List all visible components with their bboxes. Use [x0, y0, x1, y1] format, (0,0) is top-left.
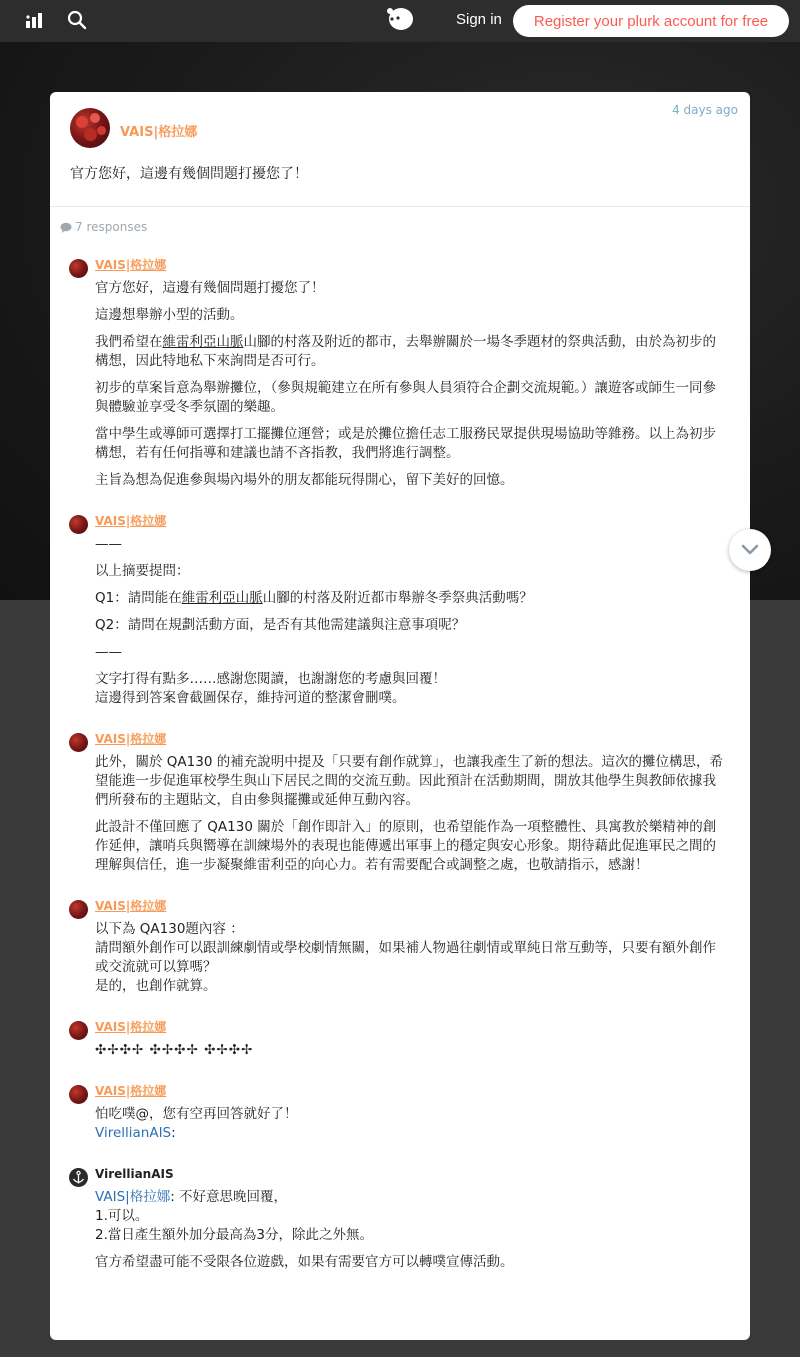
- response-text: Q2：請問在規劃活動方面，是否有其他需建議與注意事項呢？: [95, 617, 466, 633]
- sign-in-link[interactable]: Sign in: [456, 11, 502, 28]
- response-list: [50, 256, 750, 1294]
- anchor-icon: [69, 1168, 88, 1187]
- stats-icon[interactable]: [25, 11, 43, 29]
- plurk-card: [50, 92, 750, 1340]
- response-count-label: 7 responses: [75, 220, 148, 234]
- responder-name[interactable]: VirellianAIS: [95, 1167, 174, 1181]
- list-item: [50, 1082, 750, 1143]
- avatar[interactable]: [70, 108, 110, 148]
- responder-name[interactable]: VAIS|格拉娜: [95, 1084, 167, 1098]
- response-text: VAIS|格拉娜: 不好意思晚回覆， 1.可以。 2.當日產生額外加分最高為3分，除此之外無。: [95, 1189, 373, 1243]
- response-text: 此設計不僅回應了 QA130 關於「創作即計入」的原則，也希望能作為一項整體性、具寓教於樂精神的創作延伸，讓哨兵與嚮導在訓練場外的表現也能傳遞出軍事上的穩定與安心形象。期待藉此促進軍民之間的理解與信任，進一步凝聚維雷利亞的向心力。若有需要配合或調整之處，也敬請指示，感謝！: [95, 819, 717, 873]
- response-text: 這邊想舉辦小型的活動。: [95, 307, 244, 323]
- response-text: Q1：請問能在維雷利亞山脈山腳的村落及附近都市舉辦冬季祭典活動嗎？: [95, 590, 533, 606]
- response-count: [60, 220, 147, 234]
- post-content: 官方您好，這邊有幾個問題打擾您了！: [70, 166, 308, 182]
- list-item: [50, 730, 750, 875]
- scroll-down-button[interactable]: [729, 529, 771, 571]
- avatar[interactable]: [69, 515, 88, 534]
- responder-name[interactable]: VAIS|格拉娜: [95, 732, 167, 746]
- responder-name[interactable]: VAIS|格拉娜: [95, 258, 167, 272]
- responder-name[interactable]: VAIS|格拉娜: [95, 1020, 167, 1034]
- list-item: [50, 1018, 750, 1060]
- response-text: 以上摘要提問：: [95, 563, 190, 579]
- search-icon[interactable]: [67, 10, 87, 30]
- avatar[interactable]: [69, 259, 88, 278]
- mention-link[interactable]: VirellianAIS: [95, 1125, 172, 1141]
- mention-link[interactable]: VAIS|格拉娜: [95, 1189, 171, 1205]
- list-item: [50, 512, 750, 708]
- response-text: 官方您好，這邊有幾個問題打擾您了！: [95, 280, 325, 296]
- response-text: ——: [95, 644, 122, 660]
- list-item: [50, 256, 750, 490]
- plurk-logo-icon[interactable]: [383, 5, 415, 33]
- post-header: [50, 92, 750, 207]
- author-name[interactable]: VAIS|格拉娜: [120, 125, 198, 140]
- post-timestamp[interactable]: 4 days ago: [672, 103, 738, 117]
- response-text: 以下為 QA130題內容 ： 請問額外創作可以跟訓練劇情或學校劇情無關，如果補人物過往劇情或單純日常互動等，只要有額外創作或交流就可以算嗎？ 是的，也創作就算。: [95, 921, 716, 994]
- top-navigation-bar: [0, 0, 800, 42]
- place-link[interactable]: 維雷利亞山脈: [181, 590, 263, 606]
- response-text: 此外，關於 QA130 的補充說明中提及「只要有創作就算」，也讓我產生了新的想法。這次的攤位構思，希望能進一步促進軍校學生與山下居民之間的交流互動。因此預計在活動期間，開放其他學生與教師依據我們所發布的主題貼文，自由參與擺攤或延伸互動內容。: [95, 754, 723, 808]
- comment-icon: [60, 222, 72, 233]
- avatar[interactable]: [69, 1085, 88, 1104]
- response-text: 文字打得有點多……感謝您閱讀，也謝謝您的考慮與回覆！ 這邊得到答案會截圖保存，維持河道的整潔會刪噗。: [95, 671, 446, 706]
- chevron-down-icon: [741, 544, 759, 556]
- register-button[interactable]: Register your plurk account for free: [513, 5, 789, 37]
- responder-name[interactable]: VAIS|格拉娜: [95, 899, 167, 913]
- avatar[interactable]: [69, 1168, 88, 1187]
- list-item: [50, 1165, 750, 1272]
- place-link[interactable]: 維雷利亞山脈: [162, 334, 244, 350]
- avatar[interactable]: [69, 900, 88, 919]
- responder-name[interactable]: VAIS|格拉娜: [95, 514, 167, 528]
- response-text: 主旨為想為促進參與場內場外的朋友都能玩得開心，留下美好的回憶。: [95, 472, 514, 488]
- response-text: 怕吃噗@，您有空再回答就好了！ VirellianAIS:: [95, 1106, 298, 1141]
- list-item: [50, 897, 750, 996]
- response-text: 官方希望盡可能不受限各位遊戲，如果有需要官方可以轉噗宣傳活動。: [95, 1254, 514, 1270]
- response-text: 當中學生或導師可選擇打工擺攤位運營；或是於攤位擔任志工服務民眾提供現場協助等雜務。以上為初步構想，若有任何指導和建議也請不吝指教，我們將進行調整。: [95, 426, 716, 461]
- decorative-divider: ✣✢✣✢ ✣✢✣✢ ✣✢✣✢: [95, 1042, 254, 1058]
- response-text: ——: [95, 536, 122, 552]
- avatar[interactable]: [69, 1021, 88, 1040]
- response-text: 我們希望在維雷利亞山脈山腳的村落及附近的都市，去舉辦關於一場冬季題材的祭典活動，由於為初步的構想，因此特地私下來詢問是否可行。: [95, 334, 716, 369]
- avatar[interactable]: [69, 733, 88, 752]
- response-text: 初步的草案旨意為舉辦攤位，（參與規範建立在所有參與人員須符合企劃交流規範。）讓遊客或師生一同參與體驗並享受冬季氛圍的樂趣。: [95, 380, 716, 415]
